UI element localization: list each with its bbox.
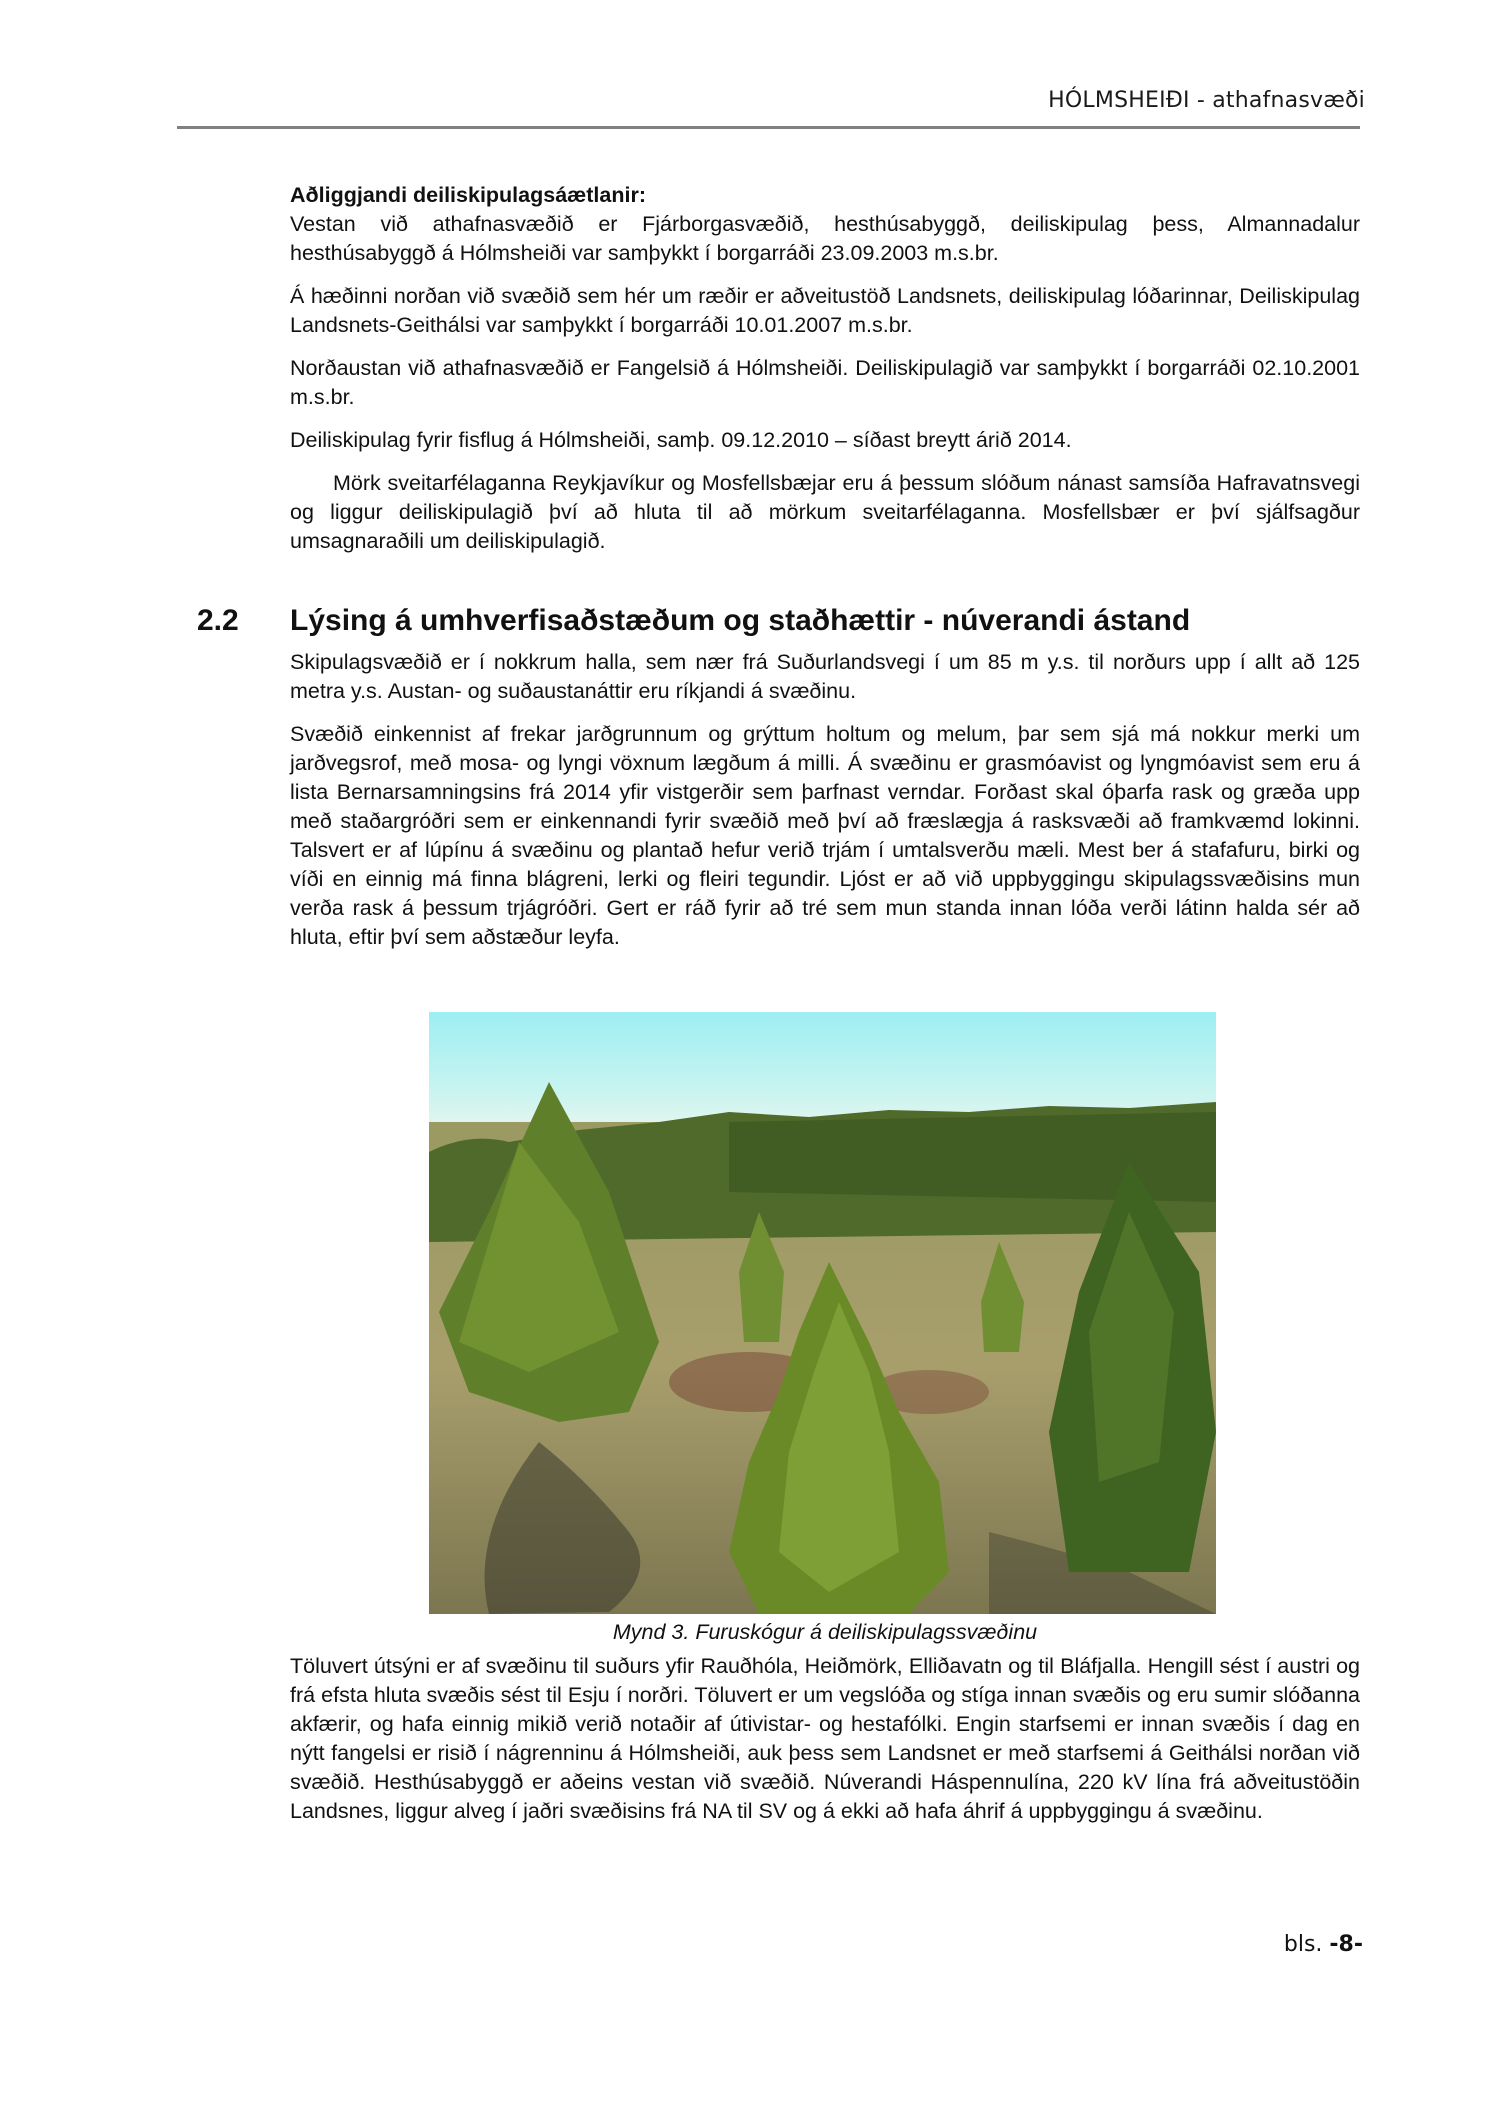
paragraph: Töluvert útsýni er af svæðinu til suðurs yfir Rauðhóla, Heiðmörk, Elliðavatn og til Bláfjalla. Hengill sést í austri og frá efsta hluta svæðis sést til Esju í norðri. Töluvert er um vegslóða og stíga innan svæðis og eru sumir slóðanna akfærir, og hafa einnig mikið verið notaðir af útivistar- og hestafólki. Engin starfsemi er innan svæðis í dag en nýtt fangelsi er risið í nágrenninu á Hólmsheiði, auk þess sem Landsnet er með starfsemi á Geithálsi norðan við svæðið. Hesthúsabyggð er aðeins vestan við svæðið. Núverandi Háspennulína, 220 kV lína frá aðveitustöðin Landsnes, liggur alveg í jaðri svæðisins frá NA til SV og á ekki að hafa áhrif á uppbyggingu á svæðinu. (290, 1654, 1360, 1823)
closing-block (290, 1652, 1360, 1840)
paragraph: Norðaustan við athafnasvæðið er Fangelsið á Hólmsheiði. Deiliskipulagið var samþykkt í borgarráði 02.10.2001 m.s.br. (290, 356, 1360, 409)
photo-illustration (429, 1012, 1216, 1614)
header-rule (177, 126, 1360, 129)
page-prefix: bls. (1283, 1932, 1330, 1957)
adjacent-plans-heading: Aðliggjandi deiliskipulagsáætlanir: (290, 183, 646, 207)
running-header: HÓLMSHEIÐI - athafnasvæði (1048, 88, 1365, 113)
page-number (1284, 1932, 1363, 1957)
page-number-value: -8- (1329, 1932, 1363, 1957)
figure-caption: Mynd 3. Furuskógur á deiliskipulagssvæðinu (612, 1620, 1038, 1644)
section-number: 2.2 (197, 604, 239, 637)
paragraph: Mörk sveitarfélaganna Reykjavíkur og Mosfellsbæjar eru á þessum slóðum nánast samsíða Hafravatnsvegi og liggur deiliskipulagið því að hluta til að mörkum sveitarfélaganna. Mosfellsbær er því sjálfsagður umsagnaraðili um deiliskipulagið. (290, 471, 1360, 553)
section-heading (197, 604, 1190, 638)
section-body (290, 648, 1360, 966)
paragraph: Svæðið einkennist af frekar jarðgrunnum og grýttum holtum og melum, þar sem sjá má nokkur merki um jarðvegsrof, með mosa- og lyngi vöxnum lægðum á milli. Á svæðinu er grasmóavist og lyngmóavist sem eru á lista Bernarsamningsins frá 2014 yfir vistgerðir sem þarfnast verndar. Forðast skal óþarfa rask og græða upp með staðargróðri sem er einkennandi fyrir svæðið með því að fræslægja á rasksvæði að framkvæmd lokinni. Talsvert er af lúpínu á svæðinu og plantað hefur verið trjám í umtalsverðu mæli. Mest ber á stafafuru, birki og víði en einnig má finna blágreni, lerki og fleiri tegundir. Ljóst er að við uppbyggingu skipulagssvæðisins mun verða rask á þessum trjágróðri. Gert er ráð fyrir að tré sem mun standa innan lóða verði látinn halda sér að hluta, eftir því sem aðstæður leyfa. (290, 722, 1360, 949)
paragraph: Á hæðinni norðan við svæðið sem hér um ræðir er aðveitustöð Landsnets, deiliskipulag lóðarinnar, Deiliskipulag Landsnets-Geithálsi var samþykkt í borgarráði 10.01.2007 m.s.br. (290, 284, 1360, 337)
paragraph: Vestan við athafnasvæðið er Fjárborgasvæðið, hesthúsabyggð, deiliskipulag þess, Almannadalur hesthúsabyggð á Hólmsheiði var samþykkt í borgarráði 23.09.2003 m.s.br. (290, 212, 1360, 265)
section-title: Lýsing á umhverfisaðstæðum og staðhættir - núverandi ástand (290, 604, 1191, 637)
paragraph: Deiliskipulag fyrir fisflug á Hólmsheiði, samþ. 09.12.2010 – síðast breytt árið 2014. (290, 428, 1072, 452)
paragraph: Skipulagsvæðið er í nokkrum halla, sem nær frá Suðurlandsvegi í um 85 m y.s. til norðurs upp í allt að 125 metra y.s. Austan- og suðaustanáttir eru ríkjandi á svæðinu. (290, 650, 1360, 703)
adjacent-plans-block (290, 181, 1360, 570)
pine-forest-photo (429, 1012, 1216, 1614)
